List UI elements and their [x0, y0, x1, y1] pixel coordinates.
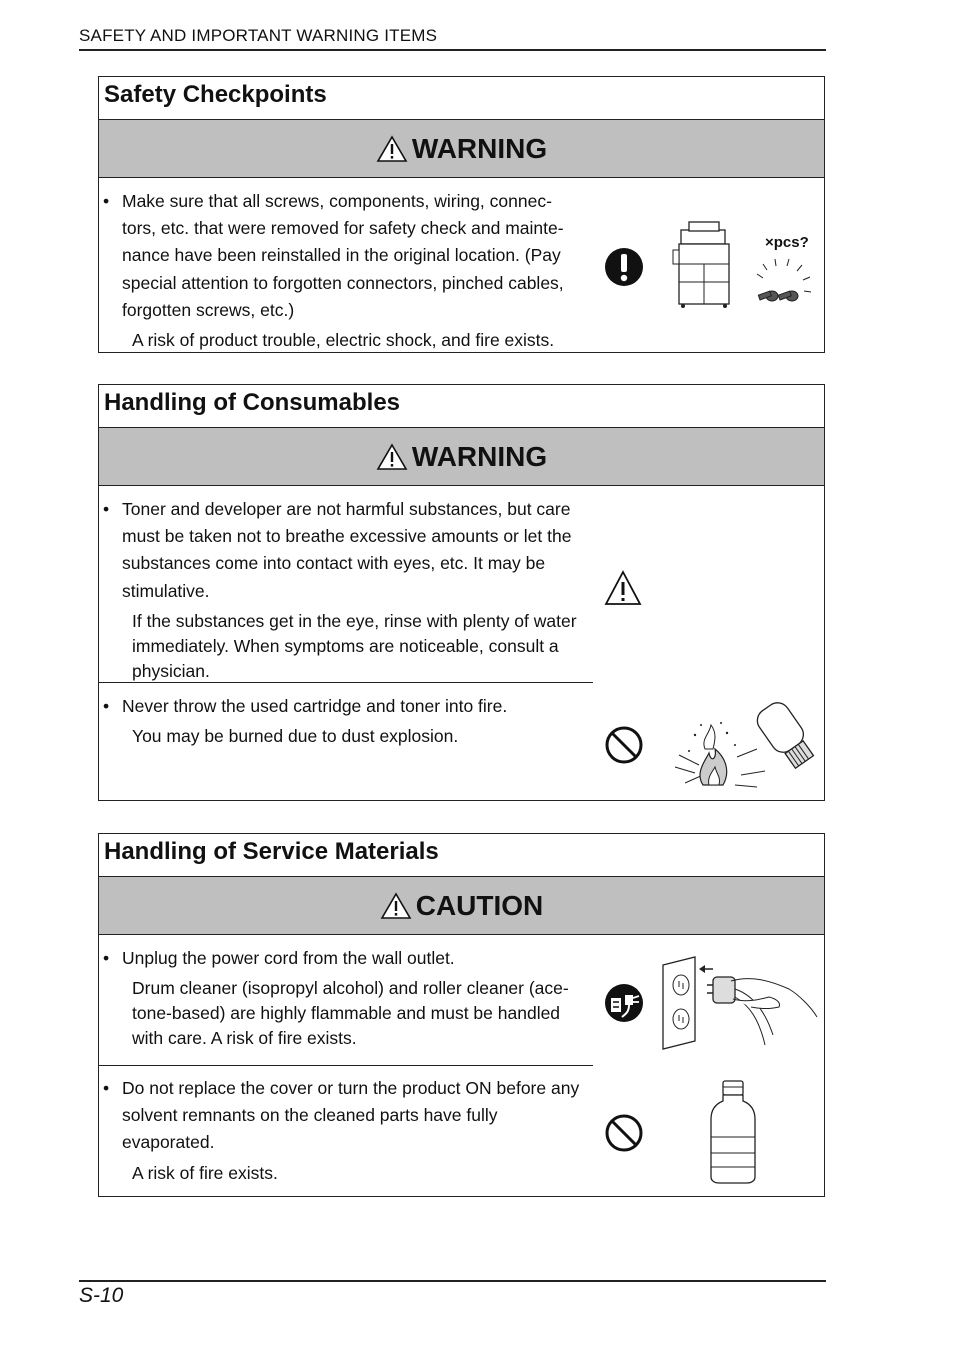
page-number: S-10	[79, 1284, 124, 1307]
bullet-text: • Make sure that all screws, components, wiring, connec-tors, etc. that were removed for safety check and mainte-nance have been reinstalled in the original location. (Pay special attention to forgotten connectors, pinched cables, forgotten screws, etc.)	[99, 178, 593, 324]
warning-item	[99, 683, 824, 800]
mandatory-action-icon	[604, 247, 644, 287]
banner-label: CAUTION	[415, 889, 544, 921]
unplug-icon	[604, 983, 644, 1023]
section-title: Handling of Consumables	[99, 385, 824, 428]
bullet-text: • Toner and developer are not harmful substances, but care must be taken not to breathe excessive amounts or let the substances come into contact with eyes, etc. It may be stimulative.	[99, 486, 593, 605]
bullet-text: • Never throw the used cartridge and toner into fire.	[99, 683, 593, 720]
note-text: Drum cleaner (isopropyl alcohol) and roller cleaner (ace-tone-based) are highly flammable and must be handled with care. A risk of fire exists.	[132, 978, 569, 1049]
wall-outlet-plug-illustration	[661, 955, 821, 1053]
banner-label: WARNING	[411, 132, 548, 164]
note-text: If the substances get in the eye, rinse with plenty of water immediately. When symptoms are noticeable, consult a physician.	[132, 610, 577, 681]
warning-triangle-icon	[380, 892, 412, 920]
warning-triangle-icon	[376, 443, 408, 471]
footer-rule	[79, 1280, 826, 1282]
section-title: Handling of Service Materials	[99, 834, 824, 877]
banner-label: WARNING	[411, 440, 548, 472]
warning-banner	[99, 428, 824, 486]
warning-item	[99, 178, 824, 352]
warning-item	[99, 486, 824, 683]
note-text: A risk of product trouble, electric shock, and fire exists.	[132, 330, 555, 351]
section-handling-of-service-materials	[98, 833, 825, 1197]
note-text: You may be burned due to dust explosion.	[132, 726, 459, 747]
solvent-bottle-illustration	[707, 1079, 759, 1185]
copier-with-screws-illustration	[669, 216, 825, 316]
running-header: SAFETY AND IMPORTANT WARNING ITEMS	[79, 26, 826, 51]
bullet-text: • Do not replace the cover or turn the product ON before any solvent remnants on the cleaned parts have fully evaporated.	[99, 1065, 593, 1157]
warning-triangle-icon	[376, 135, 408, 163]
caution-item	[99, 935, 824, 1065]
bullet-text: • Unplug the power cord from the wall outlet.	[99, 935, 593, 972]
caution-item	[99, 1065, 824, 1197]
caution-triangle-icon	[604, 570, 642, 606]
caution-banner	[99, 877, 824, 935]
toner-bottle-fire-illustration	[665, 695, 821, 791]
section-safety-checkpoints	[98, 76, 825, 353]
prohibition-icon	[604, 1113, 644, 1153]
warning-banner	[99, 120, 824, 178]
prohibition-icon	[604, 725, 644, 765]
section-title: Safety Checkpoints	[99, 77, 824, 120]
pieces-question-label: ×pcs?	[765, 234, 809, 251]
note-text: A risk of fire exists.	[132, 1162, 278, 1183]
section-handling-of-consumables	[98, 384, 825, 801]
